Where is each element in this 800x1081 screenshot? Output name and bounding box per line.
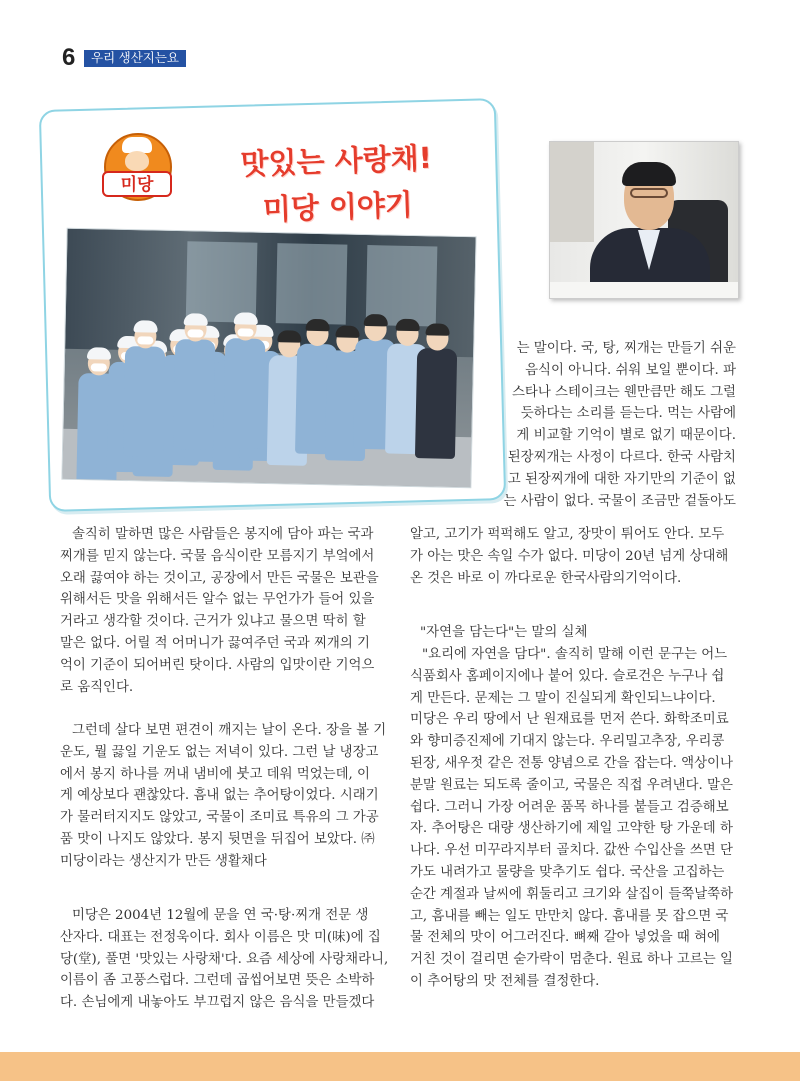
- text-line: 거친 것이 걸리면 숟가락이 멈춘다. 원료 하나 고르는 일: [410, 952, 733, 968]
- right-subheading: "자연을 담는다"는 말의 실체: [420, 625, 588, 640]
- text-line: 다. 손님에게 내놓아도 부끄럽지 않은 음식을 만들겠다: [60, 995, 375, 1011]
- text-line: 로 움직인다.: [60, 679, 134, 695]
- portrait-shelf: [550, 142, 594, 242]
- text-line: 이 추어탕의 맛 전체를 결정한다.: [410, 973, 600, 989]
- text-line: 된장, 새우젓 같은 전통 양념으로 간을 잡는다. 액상이나: [410, 755, 733, 771]
- text-line: 음식이 아니다. 쉬워 보일 뿐이다. 파: [525, 362, 736, 378]
- text-line: 는 사람이 없다. 국물이 조금만 겉돌아도: [503, 493, 736, 509]
- midang-logo: [104, 133, 170, 199]
- headline-line-1: 맛있는 사랑채!: [239, 140, 433, 182]
- text-line: 품 맛이 나지도 않았다. 봉지 뒷면을 뒤집어 보았다. ㈜: [60, 831, 375, 847]
- feature-headline: [220, 134, 453, 234]
- text-line: 솔직히 말하면 많은 사람들은 봉지에 담아 파는 국과: [72, 527, 374, 542]
- text-line: 찌개를 믿지 않는다. 국물 음식이란 모름지기 부엌에서: [60, 548, 375, 564]
- text-line: 듯하다는 소리를 듣는다. 먹는 사람에: [520, 406, 736, 422]
- left-paragraph-2: [60, 720, 390, 873]
- text-line: 운도, 뭘 끓일 기운도 없는 저녁이 있다. 그런 날 냉장고: [60, 744, 379, 760]
- text-line: 순간 계절과 날씨에 휘둘리고 크기와 살집이 들쭉날쭉하: [410, 886, 734, 902]
- text-line: 자. 추어탕은 대량 생산하기에 제일 고약한 탕 가운데 하: [410, 821, 733, 837]
- group-photo: [61, 228, 476, 489]
- text-line: 쉽다. 그러니 가장 어려운 품목 하나를 붙들고 검증해보: [410, 799, 729, 815]
- text-line: 위해서든 맛을 위해서든 알수 없는 무언가가 들어 있을: [60, 592, 375, 608]
- portrait-glasses: [630, 188, 668, 198]
- text-line: 게 예상보다 괜찮았다. 흠내 없는 추어탕이었다. 시래기: [60, 788, 379, 804]
- left-paragraph-1: [60, 524, 390, 698]
- text-line: 가 물러터지지도 않았고, 국물이 조미료 특유의 그 가공: [60, 810, 379, 826]
- text-line: 온 것은 바로 이 까다로운 한국사람의기억이다.: [410, 570, 682, 586]
- text-line: 거라고 생각할 것이다. 근거가 있냐고 물으면 딱히 할: [60, 614, 366, 630]
- text-line: 가 아는 맛은 속일 수가 없다. 미당이 20년 넘게 상대해: [410, 548, 729, 564]
- text-line: 당(堂), 풀면 '맛있는 사랑채'다. 요즘 세상에 사랑채라니,: [60, 951, 389, 967]
- ceo-portrait: [549, 141, 739, 299]
- text-line: 스타나 스테이크는 웬만큼만 해도 그럴: [512, 384, 736, 400]
- right-lead-paragraph: [478, 338, 736, 512]
- text-line: 고 된장찌개에 대한 자기만의 기준이 없: [507, 471, 736, 487]
- chef-face-icon: [125, 151, 149, 171]
- text-line: 오래 끓여야 하는 것이고, 공장에서 만든 국물은 보관을: [60, 570, 379, 586]
- text-line: 된장찌개는 사정이 다르다. 한국 사람치: [507, 449, 736, 465]
- building-window: [186, 241, 258, 322]
- footer-band: [0, 1052, 800, 1081]
- left-paragraph-3: [60, 905, 390, 1014]
- text-line: 그런데 살다 보면 편견이 깨지는 날이 온다. 장을 볼 기: [72, 723, 387, 738]
- text-line: "요리에 자연을 담다". 솔직히 말해 이런 문구는 어느: [422, 647, 728, 662]
- headline-line-2: 미당 이야기: [262, 187, 414, 227]
- text-line: 물 전체의 맛이 어그러진다. 뼈째 갈아 넣었을 때 혀에: [410, 930, 720, 946]
- text-line: 식품회사 홈페이지에나 붙어 있다. 슬로건은 누구나 쉽: [410, 668, 725, 684]
- page-number: 6: [62, 44, 76, 71]
- text-line: 는 말이다. 국, 탕, 찌개는 만들기 쉬운: [516, 341, 736, 356]
- text-line: 미당은 2004년 12월에 문을 연 국·탕·찌개 전문 생: [72, 908, 369, 923]
- section-tag: 우리 생산지는요: [84, 50, 186, 67]
- text-line: 게 만든다. 문제는 그 말이 진실되게 확인되느냐이다.: [410, 690, 716, 706]
- text-line: 미당이라는 생산지가 만든 생활채다: [60, 853, 267, 869]
- text-line: 억이 기준이 되어버린 탓이다. 사람의 입맛이란 기억으: [60, 657, 375, 673]
- text-line: 미당은 우리 땅에서 난 원재료를 먼저 쓴다. 화학조미료: [410, 712, 729, 728]
- text-line: 고, 흠내를 빼는 일도 만만치 않다. 흠내를 못 잡으면 국: [410, 908, 729, 924]
- text-line: 나다. 우선 미꾸라지부터 골치다. 값싼 수입산을 쓰면 단: [410, 843, 733, 859]
- text-line: 가도 내려가고 물량을 맞추기도 쉽다. 국산을 고집하는: [410, 864, 725, 880]
- text-line: 분말 원료는 되도록 줄이고, 국물은 직접 우려낸다. 말은: [410, 777, 733, 793]
- text-line: 이름이 좀 고풍스럽다. 그런데 곱씹어보면 뜻은 소박하: [60, 973, 375, 989]
- building-window: [276, 243, 348, 324]
- logo-text: 미당: [102, 171, 172, 197]
- text-line: 에서 봉지 하나를 꺼내 냄비에 붓고 데워 먹었는데, 이: [60, 766, 370, 782]
- right-paragraph-1: [410, 524, 742, 589]
- text-line: 게 비교할 기억이 별로 없기 때문이다.: [516, 428, 736, 444]
- text-line: 말은 없다. 어릴 적 어머니가 끓여주던 국과 찌개의 기: [60, 635, 370, 651]
- portrait-hair: [622, 162, 676, 186]
- text-line: 산자다. 대표는 전정욱이다. 회사 이름은 맛 미(味)에 집: [60, 929, 381, 945]
- portrait-desk: [550, 282, 738, 298]
- right-paragraph-2: [410, 644, 742, 993]
- text-line: 알고, 고기가 퍽퍽해도 알고, 장맛이 튀어도 안다. 모두: [410, 527, 725, 542]
- text-line: 와 향미증진제에 기대지 않는다. 우리밀고추장, 우리콩: [410, 734, 725, 750]
